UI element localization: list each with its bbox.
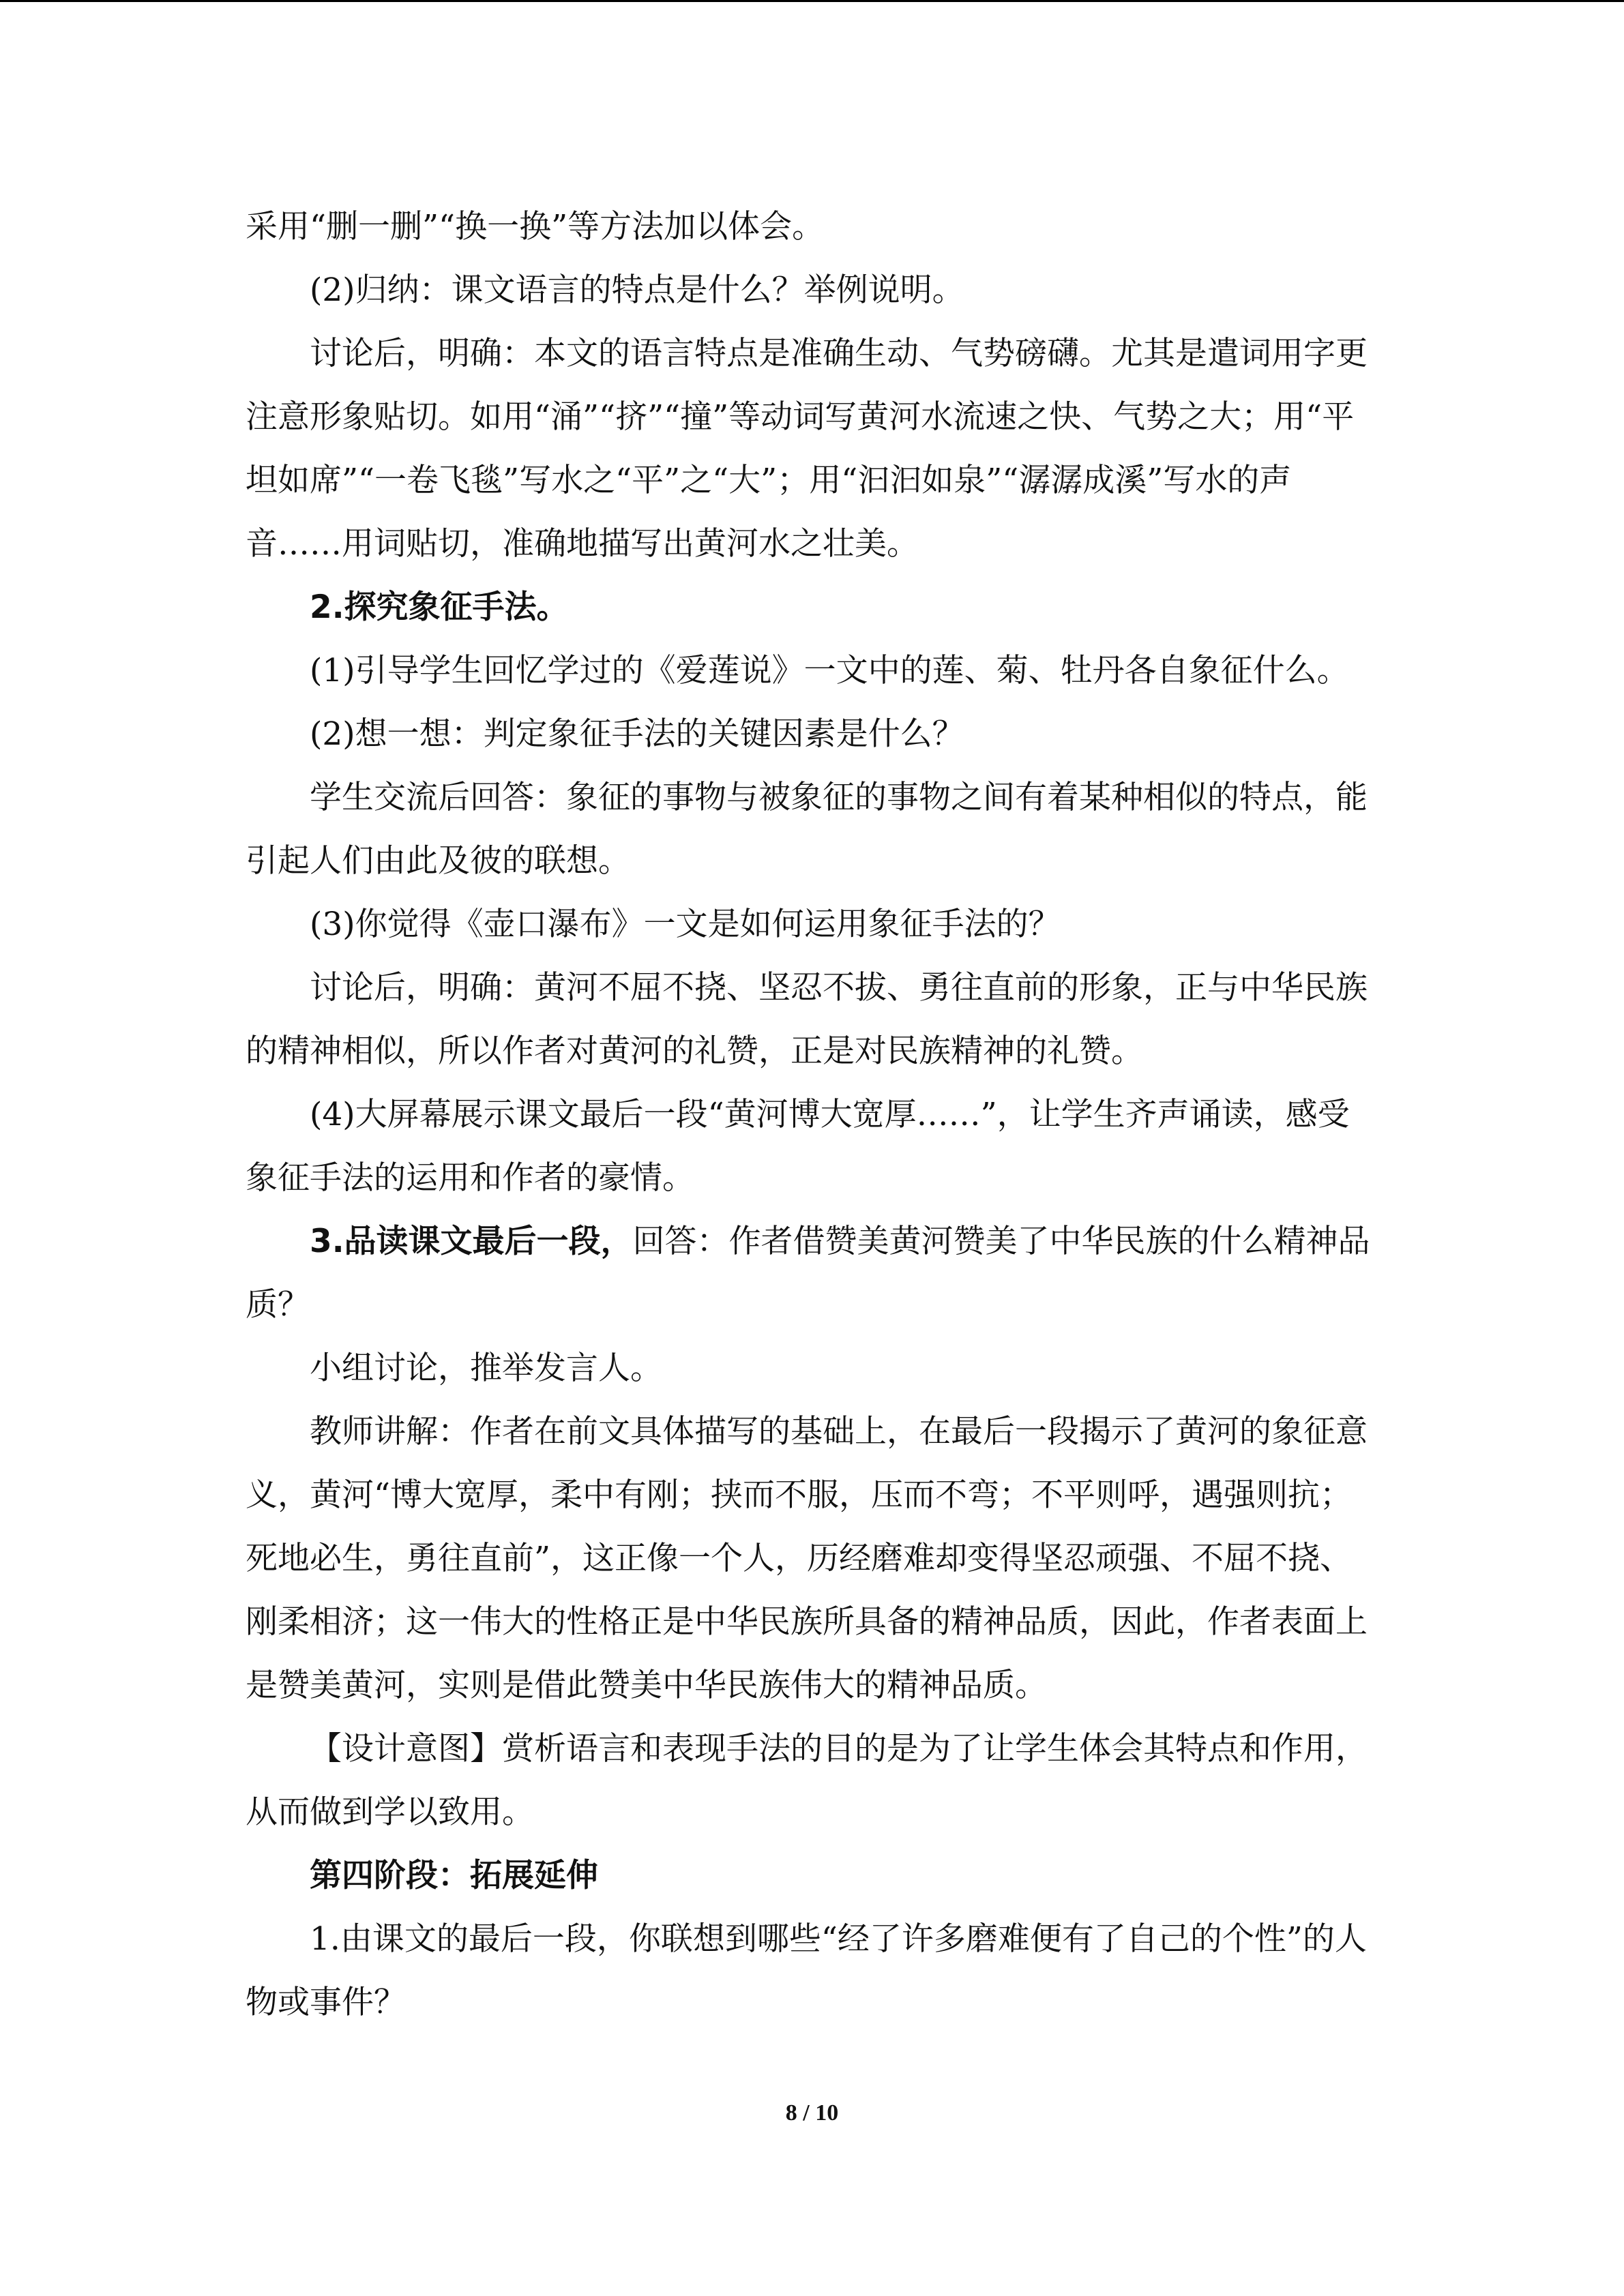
paragraph: (3)你觉得《壶口瀑布》一文是如何运用象征手法的？ — [310, 906, 1061, 943]
paragraph: 学生交流后回答：象征的事物与被象征的事物之间有着某种相似的特点，能引起人们由此及彼的联想。 — [246, 779, 1368, 880]
paragraph: (2)归纳：课文语言的特点是什么？举例说明。 — [310, 271, 964, 309]
paragraph: (2)想一想：判定象征手法的关键因素是什么？ — [310, 715, 964, 753]
paragraph: (4)大屏幕展示课文最后一段“黄河博大宽厚……”，让学生齐声诵读，感受象征手法的运用和作者的豪情。 — [246, 1096, 1350, 1197]
paragraph: 教师讲解：作者在前文具体描写的基础上，在最后一段揭示了黄河的象征意义，黄河“博大宽厚，柔中有刚；挟而不服，压而不弯；不平则呼，遇强则抗；死地必生，勇往直前”，这正像一个人，历经磨难却变得坚忍顽强、不屈不挠、刚柔相济；这一伟大的性格正是中华民族所具备的精神品质，因此，作者表面上是赞美黄河，实则是借此赞美中华民族伟大的精神品质。 — [246, 1413, 1368, 1704]
page-number: 8 / 10 — [785, 2100, 839, 2126]
section-heading: 2.探究象征手法。 — [310, 588, 569, 626]
paragraph: 【设计意图】赏析语言和表现手法的目的是为了让学生体会其特点和作用，从而做到学以致用。 — [246, 1730, 1368, 1831]
paragraph: 采用“删一删”“换一换”等方法加以体会。 — [246, 208, 825, 245]
paragraph: 讨论后，明确：本文的语言特点是准确生动、气势磅礴。尤其是遣词用字更注意形象贴切。如用“涌”“挤”“撞”等动词写黄河水流速之快、气势之大；用“平坦如席”“一卷飞毯”写水之“平”之“大”；用“汩汩如泉”“潺潺成溪”写水的声音……用词贴切，准确地描写出黄河水之壮美。 — [246, 335, 1368, 563]
paragraph: 1.由课文的最后一段，你联想到哪些“经了许多磨难便有了自己的个性”的人物或事件？ — [246, 1920, 1367, 2021]
page-top-border — [0, 0, 1624, 2]
inline-heading: 3.品读课文最后一段， — [310, 1223, 633, 1260]
page-body — [246, 195, 1381, 2034]
paragraph: 3.品读课文最后一段，回答：作者借赞美黄河赞美了中华民族的什么精神品质？ — [246, 1223, 1370, 1324]
paragraph: (1)引导学生回忆学过的《爱莲说》一文中的莲、菊、牡丹各自象征什么。 — [310, 652, 1349, 689]
paragraph: 小组讨论，推举发言人。 — [310, 1350, 662, 1387]
paragraph: 讨论后，明确：黄河不屈不挠、坚忍不拔、勇往直前的形象，正与中华民族的精神相似，所以作者对黄河的礼赞，正是对民族精神的礼赞。 — [246, 969, 1368, 1070]
section-heading: 第四阶段：拓展延伸 — [310, 1857, 598, 1894]
